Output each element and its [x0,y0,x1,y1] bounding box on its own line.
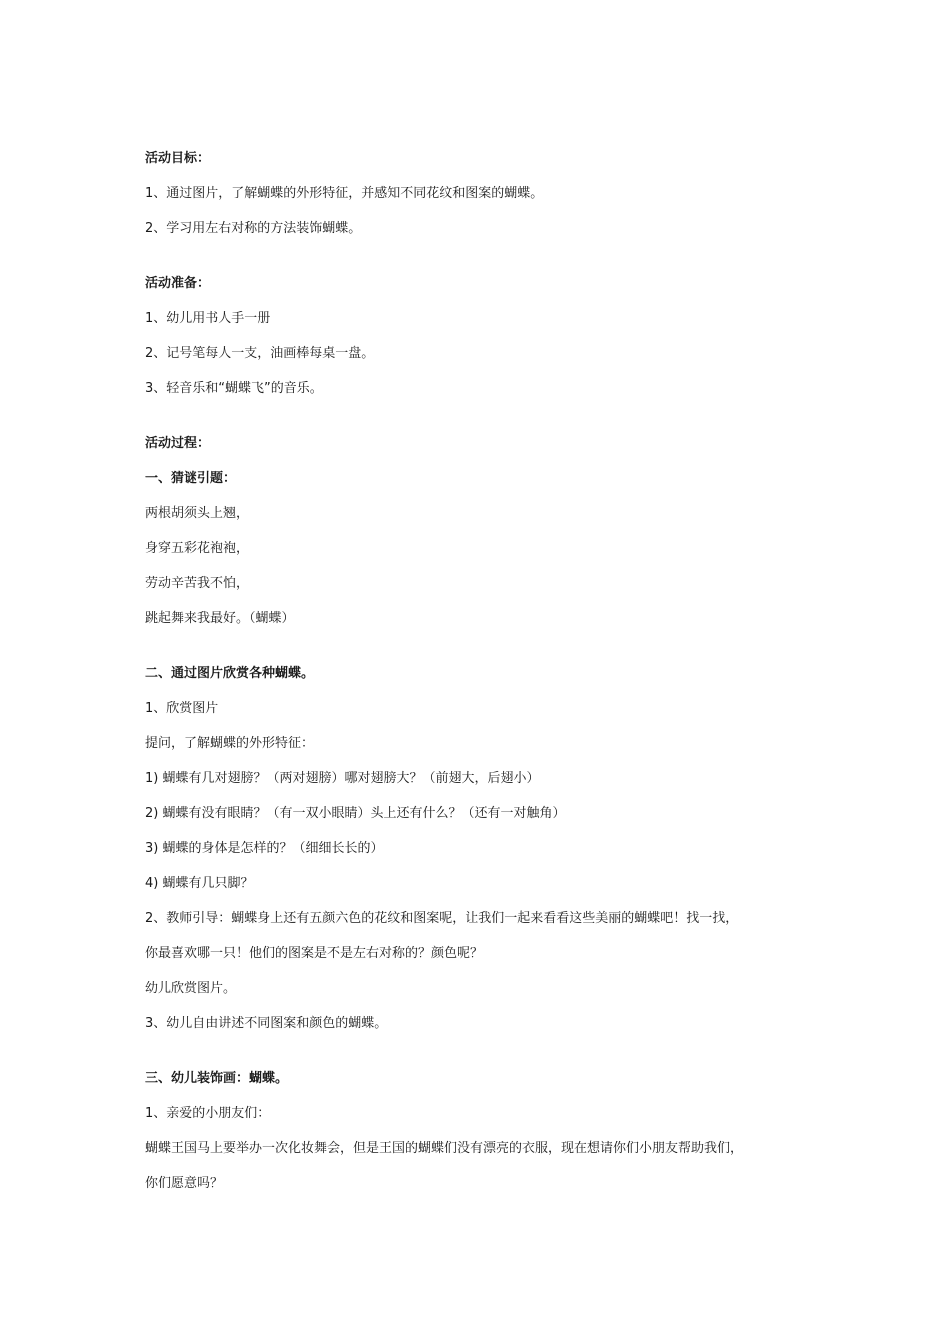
paragraph: 蝴蝶王国马上要举办一次化妆舞会，但是王国的蝴蝶们没有漂亮的衣服，现在想请你们小朋友帮助我们， [145,1141,744,1156]
riddle-line: 身穿五彩花袍袍， [145,541,250,556]
paragraph: 1、通过图片，了解蝴蝶的外形特征，并感知不同花纹和图案的蝴蝶。 [145,186,544,201]
section-heading: 活动准备： [145,276,211,291]
question-item: 1) 蝴蝶有几对翅膀？（两对翅膀）哪对翅膀大？（前翅大，后翅小） [145,771,540,786]
section-activity-goals [145,148,825,253]
sub-heading: 二、通过图片欣赏各种蝴蝶。 [145,666,315,681]
question-item: 4) 蝴蝶有几只脚？ [145,876,254,891]
riddle-line: 跳起舞来我最好。（蝴蝶） [145,611,295,626]
section-picture-appreciation [145,663,825,1048]
paragraph: 2、记号笔每人一支，油画棒每桌一盘。 [145,346,375,361]
paragraph: 你最喜欢哪一只！他们的图案是不是左右对称的？颜色呢？ [145,946,484,961]
riddle-line: 两根胡须头上翘， [145,506,250,521]
riddle-line: 劳动辛苦我不怕， [145,576,250,591]
section-activity-preparation [145,273,825,413]
question-item: 2) 蝴蝶有没有眼睛？（有一双小眼睛）头上还有什么？（还有一对触角） [145,806,566,821]
paragraph: 你们愿意吗？ [145,1176,224,1191]
section-heading: 活动目标： [145,151,211,166]
paragraph: 1、亲爱的小朋友们： [145,1106,271,1121]
section-decoration [145,1068,825,1208]
question-item: 3) 蝴蝶的身体是怎样的？（细细长长的） [145,841,384,856]
paragraph: 2、教师引导：蝴蝶身上还有五颜六色的花纹和图案呢，让我们一起来看看这些美丽的蝴蝶吧！找一找， [145,911,739,926]
paragraph: 提问，了解蝴蝶的外形特征： [145,736,315,751]
paragraph: 2、学习用左右对称的方法装饰蝴蝶。 [145,221,362,236]
section-activity-process [145,433,825,643]
sub-heading: 三、幼儿装饰画：蝴蝶。 [145,1071,289,1086]
paragraph: 3、轻音乐和“蝴蝶飞”的音乐。 [145,381,323,396]
paragraph: 3、幼儿自由讲述不同图案和颜色的蝴蝶。 [145,1016,388,1031]
paragraph: 幼儿欣赏图片。 [145,981,237,996]
sub-heading: 一、猜谜引题： [145,471,237,486]
paragraph: 1、幼儿用书人手一册 [145,311,271,326]
document-body [145,148,825,1208]
section-heading: 活动过程： [145,436,211,451]
paragraph: 1、欣赏图片 [145,701,219,716]
